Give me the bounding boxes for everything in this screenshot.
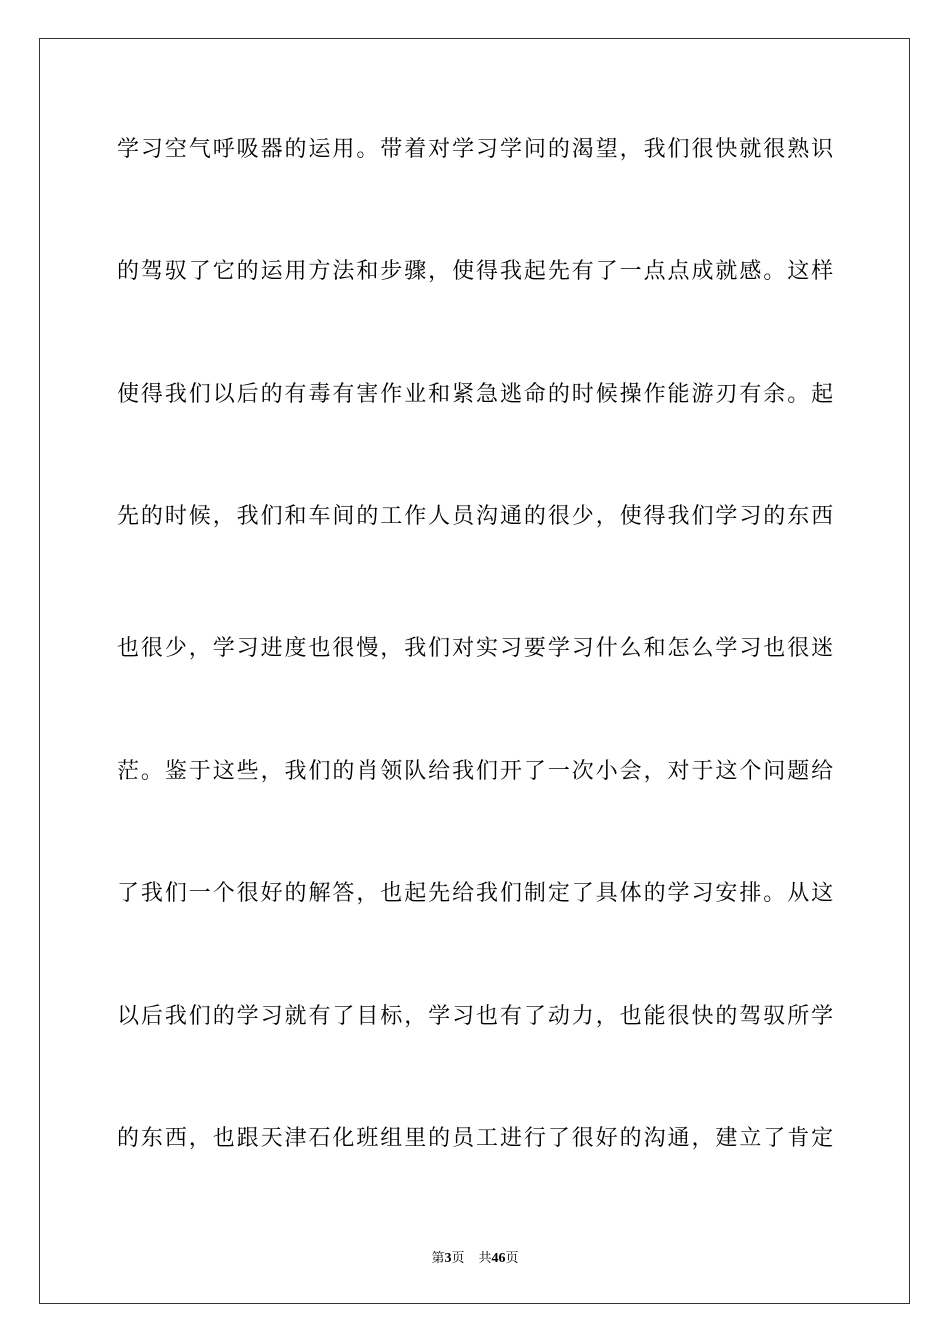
page-footer [0,1247,950,1267]
text-line: 的东西，也跟天津石化班组里的员工进行了很好的沟通，建立了肯定 [117,1126,835,1151]
page-border [39,38,910,1304]
text-line: 了我们一个很好的解答，也起先给我们制定了具体的学习安排。从这 [117,881,835,906]
text-line: 先的时候，我们和车间的工作人员沟通的很少，使得我们学习的东西 [117,504,835,529]
text-line: 使得我们以后的有毒有害作业和紧急逃命的时候操作能游刃有余。起 [117,382,835,407]
text-line: 以后我们的学习就有了目标，学习也有了动力，也能很快的驾驭所学 [117,1004,835,1029]
text-line: 的驾驭了它的运用方法和步骤，使得我起先有了一点点成就感。这样 [117,259,835,284]
page-suffix: 页 [451,1251,465,1266]
page-prefix: 第 [431,1251,445,1266]
total-prefix: 共 [478,1251,492,1266]
text-line: 也很少，学习进度也很慢，我们对实习要学习什么和怎么学习也很迷 [117,636,835,661]
text-line: 学习空气呼吸器的运用。带着对学习学问的渴望，我们很快就很熟识 [117,137,835,162]
total-pages: 46 [491,1251,506,1266]
text-line: 茫。鉴于这些，我们的肖领队给我们开了一次小会，对于这个问题给 [117,759,835,784]
page-number: 3 [444,1251,452,1266]
total-suffix: 页 [505,1251,519,1266]
